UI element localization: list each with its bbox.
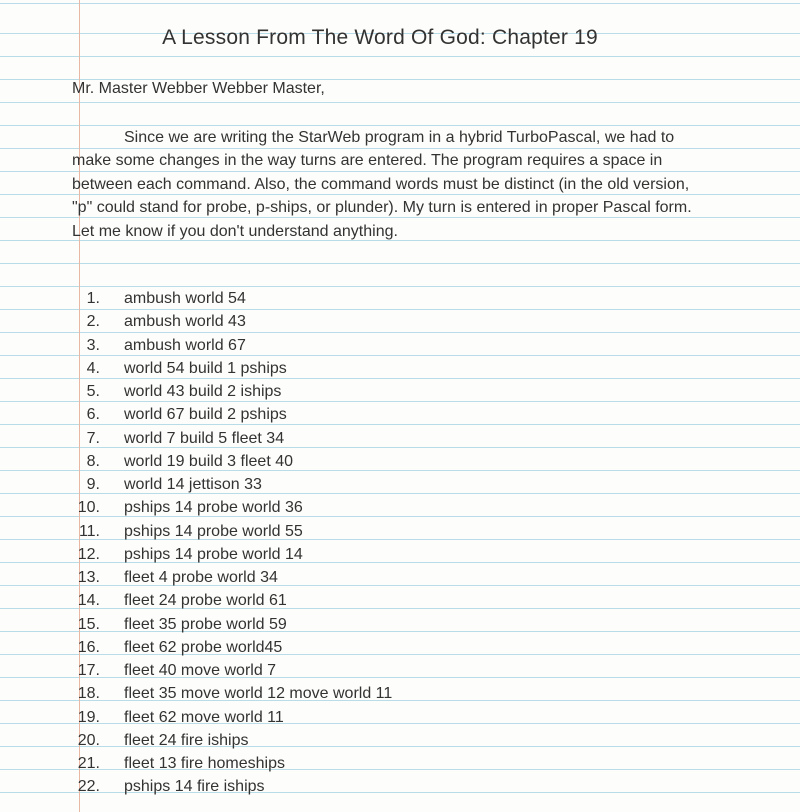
turn-number: 21. bbox=[77, 755, 100, 772]
turn-number: 4. bbox=[86, 359, 100, 377]
document-title: A Lesson From The Word Of God: Chapter 19 bbox=[162, 26, 598, 49]
turn-command-text: world 54 build 1 pships bbox=[124, 359, 287, 377]
turn-number: 11. bbox=[78, 522, 100, 540]
turn-number: 13. bbox=[77, 569, 100, 586]
turn-command-text: fleet 62 move world 11 bbox=[124, 708, 284, 726]
turn-number: 15. bbox=[77, 615, 100, 633]
turn-command-text: ambush world 67 bbox=[124, 336, 246, 354]
turn-number: 8. bbox=[86, 452, 100, 470]
turn-command-text: fleet 62 probe world45 bbox=[124, 638, 283, 656]
turn-number: 17. bbox=[77, 662, 100, 679]
turn-number: 6. bbox=[86, 406, 100, 424]
turn-command-text: pships 14 probe world 14 bbox=[124, 545, 303, 563]
turn-command-text: pships 14 fire iships bbox=[124, 778, 265, 796]
turn-command-text: fleet 24 probe world 61 bbox=[124, 592, 287, 610]
salutation: Mr. Master Webber Webber Master, bbox=[72, 80, 325, 97]
turn-command-text: ambush world 54 bbox=[124, 290, 246, 307]
turn-number: 9. bbox=[86, 476, 100, 493]
turn-number: 22. bbox=[77, 778, 100, 796]
turn-command-text: world 19 build 3 fleet 40 bbox=[124, 452, 293, 470]
turn-command-text: fleet 40 move world 7 bbox=[124, 662, 277, 679]
turn-command-text: ambush world 43 bbox=[124, 313, 246, 331]
turn-command-text: world 7 build 5 fleet 34 bbox=[124, 429, 285, 447]
turn-command-text: fleet 35 move world 12 move world 11 bbox=[124, 685, 393, 703]
turn-command-text: pships 14 probe world 55 bbox=[124, 522, 303, 540]
turn-number: 1. bbox=[86, 290, 100, 307]
turn-number: 14. bbox=[77, 592, 100, 610]
turn-command-text: fleet 4 probe world 34 bbox=[124, 569, 278, 586]
intro-paragraph: Since we are writing the StarWeb program in a hybrid TurboPascal, we had to make some changes in the way turns are entered. The program requires a space in between each command. Also, the command words must be distinct (in the old version, "p" could stand for probe, p-ships, or plunder). My turn is entered in proper Pascal form. Let me know if you don't understand anything. bbox=[72, 129, 692, 240]
turn-command-text: world 43 build 2 iships bbox=[124, 383, 282, 400]
turn-number: 3. bbox=[86, 336, 100, 354]
turn-command-text: fleet 35 probe world 59 bbox=[124, 615, 287, 633]
turn-command-text: world 67 build 2 pships bbox=[124, 406, 287, 424]
turn-number: 7. bbox=[86, 429, 100, 447]
turn-command-text: fleet 24 fire iships bbox=[124, 731, 249, 749]
turn-number: 19. bbox=[77, 708, 100, 726]
turn-number: 16. bbox=[77, 638, 100, 656]
turn-number: 18. bbox=[77, 685, 100, 703]
turn-command-text: world 14 jettison 33 bbox=[124, 476, 262, 493]
turn-number: 2. bbox=[86, 313, 100, 331]
turn-command-text: pships 14 probe world 36 bbox=[124, 499, 303, 517]
turn-number: 12. bbox=[77, 545, 100, 563]
turn-number: 5. bbox=[86, 383, 100, 400]
turn-command-text: fleet 13 fire homeships bbox=[124, 755, 285, 772]
turn-number: 10. bbox=[77, 499, 100, 517]
turn-number: 20. bbox=[77, 731, 100, 749]
